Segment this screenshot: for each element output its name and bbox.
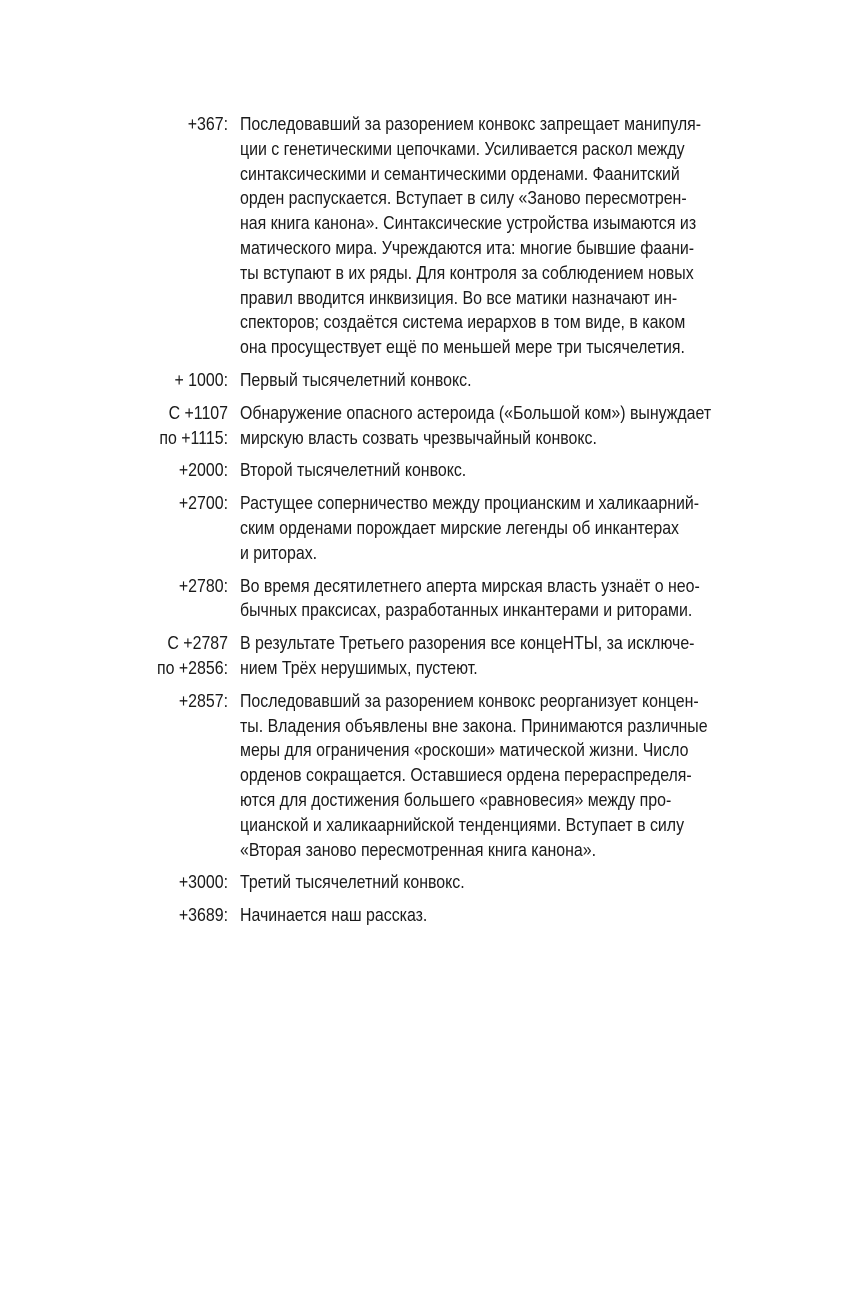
chronology-entry [0, 401, 845, 451]
entry-text [240, 870, 757, 895]
entry-date [32, 458, 228, 483]
entry-date [32, 631, 228, 681]
text-line: и риторах. [240, 541, 318, 563]
text-line: она просуществует ещё по меньшей мере три тысячелетия. [240, 336, 685, 358]
entry-text [240, 112, 757, 360]
chronology-entry [0, 870, 845, 895]
text-line: «Вторая заново пересмотренная книга канона». [240, 838, 596, 860]
text-line: нием Трёх нерушимых, пустеют. [240, 656, 478, 678]
date-line: С +2787 [167, 632, 228, 654]
date-line: +367: [187, 113, 228, 134]
entry-date [32, 870, 228, 895]
date-line: +2700: [178, 492, 228, 514]
text-line: ная книга канона». Синтаксические устройства изымаются из [240, 212, 697, 234]
chronology-entry [0, 631, 845, 681]
chronology-entry [0, 903, 845, 928]
chronology-entry [0, 574, 845, 624]
entry-date [32, 401, 228, 451]
chronology-entry [0, 368, 845, 393]
date-line: +2000: [178, 459, 228, 481]
text-line: ты вступают в их ряды. Для контроля за соблюдением новых [240, 261, 694, 283]
text-line: Второй тысячелетний конвокс. [240, 459, 467, 481]
text-line: меры для ограничения «роскоши» матической жизни. Число [240, 739, 689, 761]
date-line: С +1107 [168, 401, 228, 423]
text-line: цианской и халикаарнийской тенденциями. Вступает в силу [240, 813, 685, 835]
text-line: Обнаружение опасного астероида («Большой ком») вынуждает [240, 401, 712, 423]
text-line: Растущее соперничество между процианским и халикаарний- [240, 492, 700, 514]
text-line: орден распускается. Вступает в силу «Заново пересмотрен- [240, 187, 687, 209]
date-line: +2780: [178, 574, 228, 596]
date-line: +2857: [178, 689, 228, 711]
entry-date [32, 903, 228, 928]
date-line: +3689: [178, 904, 228, 926]
entry-text [240, 401, 757, 451]
text-line: Последовавший за разорением конвокс запрещает манипуля- [240, 113, 702, 134]
entry-text [240, 574, 757, 624]
entry-date [32, 574, 228, 624]
date-line: по +2856: [157, 656, 228, 678]
entry-text [240, 458, 757, 483]
text-line: Первый тысячелетний конвокс. [240, 369, 472, 390]
date-line: +3000: [178, 871, 228, 893]
chronology-entry [0, 458, 845, 483]
entry-text [240, 631, 757, 681]
text-line: орденов сокращается. Оставшиеся ордена перераспределя- [240, 764, 692, 786]
text-line: Начинается наш рассказ. [240, 904, 428, 926]
text-line: мирскую власть созвать чрезвычайный конвокс. [240, 426, 597, 448]
chronology-entry [0, 491, 845, 565]
text-line: Третий тысячелетний конвокс. [240, 871, 465, 893]
text-line: ются для достижения большего «равновесия» между про- [240, 788, 672, 810]
text-line: синтаксическими и семантическими орденами. Фаанитский [240, 162, 680, 184]
text-line: правил вводится инквизиция. Во все матики назначают ин- [240, 286, 678, 308]
entry-date [32, 491, 228, 565]
text-line: ты. Владения объявлены вне закона. Принимаются различные [240, 714, 708, 736]
entry-text [240, 491, 757, 565]
entry-text [240, 903, 757, 928]
text-line: Последовавший за разорением конвокс реорганизует концен- [240, 689, 699, 711]
text-line: ции с генетическими цепочками. Усиливается раскол между [240, 137, 685, 159]
text-line: матического мира. Учреждаются ита: многие бывшие фаани- [240, 236, 695, 258]
date-line: + 1000: [174, 369, 228, 390]
chronology-page [0, 112, 845, 936]
chronology-entry [0, 689, 845, 863]
text-line: Во время десятилетнего аперта мирская власть узнаёт о нео- [240, 574, 700, 596]
text-line: бычных праксисах, разработанных инкантерами и риторами. [240, 599, 693, 621]
entry-date [32, 689, 228, 863]
text-line: ским орденами порождает мирские легенды об инкантерах [240, 516, 680, 538]
entry-date [32, 368, 228, 393]
text-line: спекторов; создаётся система иерархов в том виде, в каком [240, 311, 686, 333]
chronology-entry [0, 112, 845, 360]
entry-text [240, 368, 757, 393]
entry-text [240, 689, 757, 863]
text-line: В результате Третьего разорения все концеНТЫ, за исключе- [240, 632, 695, 654]
entry-date [32, 112, 228, 360]
date-line: по +1115: [159, 426, 228, 448]
